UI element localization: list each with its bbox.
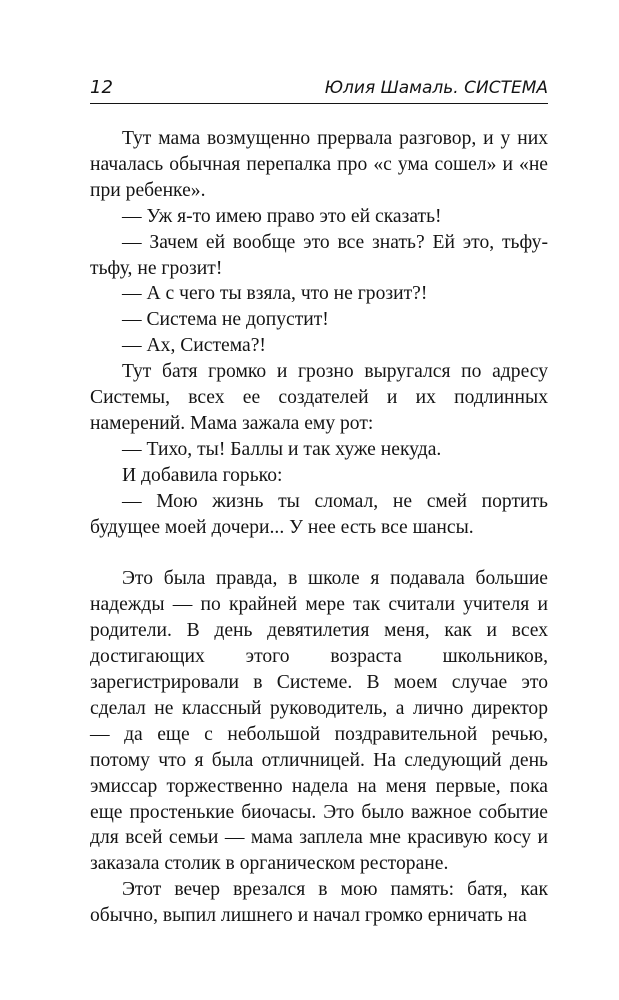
dialogue-line: — А с чего ты взяла, что не грозит?! (122, 283, 428, 305)
dialogue-line: — Зачем ей вообще это все знать? Ей это, тьфу-тьфу, не грозит! (90, 231, 548, 279)
dialogue-line: — Уж я-то имею право это ей сказать! (122, 205, 442, 227)
page-header (90, 76, 548, 104)
section-break (90, 541, 548, 567)
paragraph: Тут мама возмущенно прервала разговор, и у них началась обычная перепалка про «с ума сошел» и «не при ребенке». (90, 128, 548, 201)
paragraph: Тут батя громко и грозно выругался по адресу Системы, всех ее создателей и их подлинных намерений. Мама зажала ему рот: (90, 361, 548, 434)
page-number: 12 (90, 77, 113, 98)
dialogue-line: — Ах, Система?! (122, 335, 266, 357)
body-text (90, 126, 548, 929)
dialogue-line: — Тихо, ты! Баллы и так хуже некуда. (122, 438, 442, 460)
paragraph: И добавила горько: (122, 464, 283, 486)
running-title: Юлия Шамаль. СИСТЕМА (324, 78, 548, 98)
dialogue-line: — Мою жизнь ты сломал, не смей портить будущее моей дочери... У нее есть все шансы. (90, 490, 548, 538)
dialogue-line: — Система не допустит! (122, 309, 329, 331)
paragraph: Этот вечер врезался в мою память: батя, как обычно, выпил лишнего и начал громко ерничать на (90, 879, 548, 927)
paragraph: Это была правда, в школе я подавала большие надежды — по крайней мере так считали учителя и родители. В день девятилетия меня, как и всех достигающих этого возраста школьников, зарегистрировали в Системе. В моем случае это сделал не классный руководитель, а лично директор — да еще с небольшой поздравительной речью, потому что я была отличницей. На следующий день эмиссар торжественно надела на меня первые, пока еще простенькие биочасы. Это было важное событие для всей семьи — мама заплела мне красивую косу и заказала столик в органическом ресторане. (90, 568, 548, 875)
header-rule (90, 103, 548, 104)
